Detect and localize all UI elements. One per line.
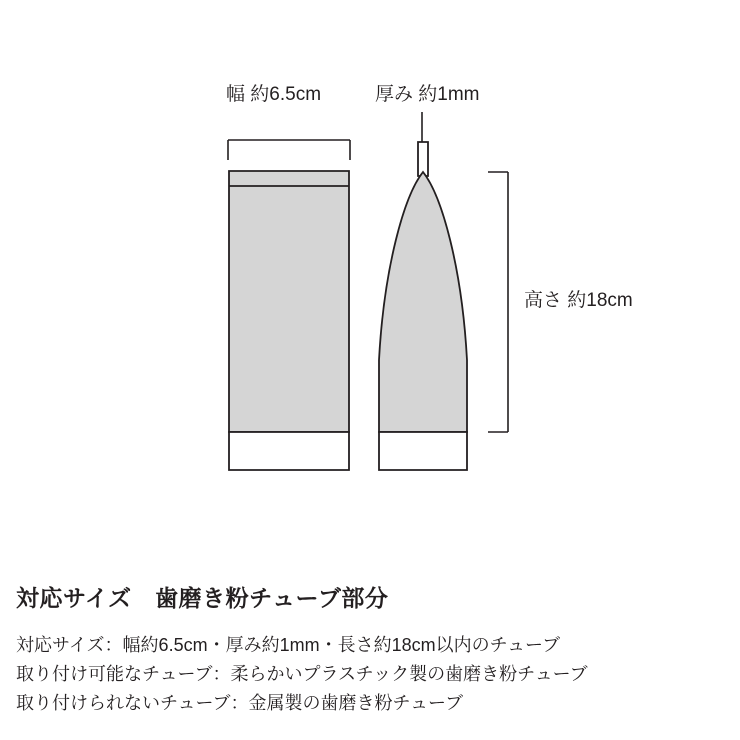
left-tube-body xyxy=(229,171,349,432)
height-label: 高さ 約18cm xyxy=(524,290,633,311)
left-tube-cap xyxy=(229,432,349,470)
spec-line-incompatible: 取り付けられないチューブ：金属製の歯磨き粉チューブ xyxy=(16,693,464,714)
right-tube-body xyxy=(379,172,467,432)
height-dimension-bracket xyxy=(488,172,508,432)
thickness-label: 厚み 約1mm xyxy=(375,84,480,105)
right-tube-cap xyxy=(379,432,467,470)
spec-line-size: 対応サイズ：幅約6.5cm・厚み約1mm・長さ約18cm以内のチューブ xyxy=(16,635,561,655)
spec-line-compatible: 取り付け可能なチューブ：柔らかいプラスチック製の歯磨き粉チューブ xyxy=(16,664,588,685)
left-tube xyxy=(229,171,349,470)
text-block xyxy=(16,580,726,718)
right-tube xyxy=(379,142,467,470)
width-dimension-bracket xyxy=(228,140,350,160)
section-heading: 対応サイズ 歯磨き粉チューブ部分 xyxy=(16,585,389,611)
width-label: 幅 約6.5cm xyxy=(226,84,322,105)
